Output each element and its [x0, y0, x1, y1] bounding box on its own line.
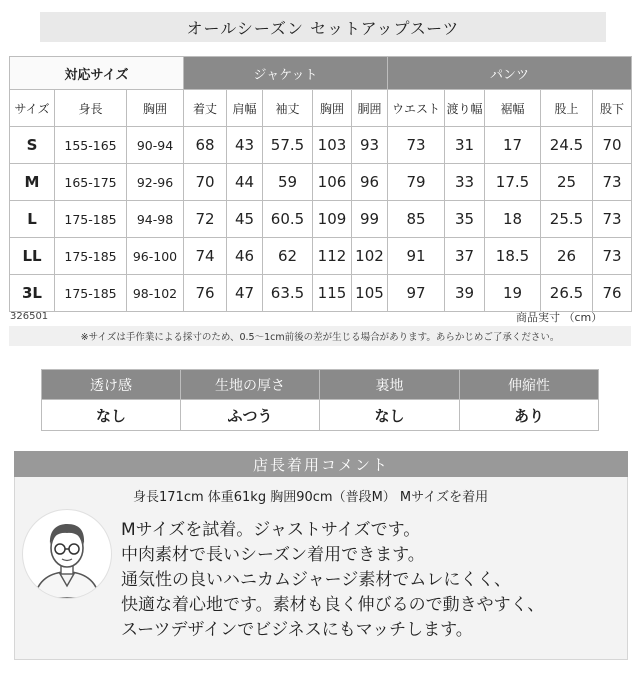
feel-header-thickness: 生地の厚さ [181, 370, 320, 400]
column-header: 股上 [541, 90, 593, 127]
table-cell: 60.5 [263, 201, 313, 238]
table-cell: 70 [184, 164, 227, 201]
table-cell: 45 [227, 201, 263, 238]
feel-header-stretch: 伸縮性 [460, 370, 599, 400]
table-cell: 105 [352, 275, 388, 312]
comment-line: スーツデザインでビジネスにもマッチします。 [121, 620, 473, 640]
column-header: 着丈 [184, 90, 227, 127]
table-cell: 91 [388, 238, 445, 275]
table-cell: 25 [541, 164, 593, 201]
table-cell: 76 [184, 275, 227, 312]
fabric-feel-table [41, 369, 599, 431]
table-cell: 96-100 [127, 238, 184, 275]
table-cell: 175-185 [55, 275, 127, 312]
size-label: S [10, 127, 55, 164]
table-cell: 18.5 [485, 238, 541, 275]
unit-note: 商品実寸 （cm） [516, 311, 603, 324]
table-cell: 63.5 [263, 275, 313, 312]
table-cell: 43 [227, 127, 263, 164]
table-cell: 39 [445, 275, 485, 312]
feel-value-thickness: ふつう [181, 400, 320, 431]
feel-header-lining: 裏地 [320, 370, 460, 400]
table-cell: 37 [445, 238, 485, 275]
table-cell: 73 [593, 201, 632, 238]
table-cell: 25.5 [541, 201, 593, 238]
product-code: 326501 [10, 311, 49, 322]
table-row [10, 238, 632, 275]
table-cell: 93 [352, 127, 388, 164]
page-title: オールシーズン セットアップスーツ [40, 12, 606, 42]
table-cell: 103 [313, 127, 352, 164]
table-cell: 175-185 [55, 201, 127, 238]
table-cell: 90-94 [127, 127, 184, 164]
table-cell: 17 [485, 127, 541, 164]
column-header: 裾幅 [485, 90, 541, 127]
table-cell: 24.5 [541, 127, 593, 164]
size-table [9, 56, 632, 312]
comment-heading: 店長着用コメント [14, 451, 628, 477]
table-cell: 70 [593, 127, 632, 164]
table-row [10, 164, 632, 201]
table-cell: 98-102 [127, 275, 184, 312]
column-header: サイズ [10, 90, 55, 127]
table-cell: 175-185 [55, 238, 127, 275]
column-header: 袖丈 [263, 90, 313, 127]
table-row [10, 201, 632, 238]
table-cell: 72 [184, 201, 227, 238]
table-cell: 26 [541, 238, 593, 275]
table-cell: 102 [352, 238, 388, 275]
table-cell: 19 [485, 275, 541, 312]
column-header: 胸囲 [313, 90, 352, 127]
column-header: 胸囲 [127, 90, 184, 127]
table-cell: 57.5 [263, 127, 313, 164]
table-cell: 97 [388, 275, 445, 312]
column-header: 渡り幅 [445, 90, 485, 127]
table-cell: 79 [388, 164, 445, 201]
column-header: 肩幅 [227, 90, 263, 127]
feel-value-sheer: なし [42, 400, 181, 431]
size-label: LL [10, 238, 55, 275]
table-cell: 59 [263, 164, 313, 201]
table-cell: 18 [485, 201, 541, 238]
column-header: 身長 [55, 90, 127, 127]
feel-value-lining: なし [320, 400, 460, 431]
table-cell: 92-96 [127, 164, 184, 201]
group-header-pants: パンツ [388, 57, 632, 90]
column-header: 股下 [593, 90, 632, 127]
table-cell: 76 [593, 275, 632, 312]
table-cell: 106 [313, 164, 352, 201]
group-header-sizes: 対応サイズ [10, 57, 184, 90]
table-cell: 112 [313, 238, 352, 275]
table-cell: 94-98 [127, 201, 184, 238]
feel-value-stretch: あり [460, 400, 599, 431]
size-label: 3L [10, 275, 55, 312]
table-cell: 115 [313, 275, 352, 312]
table-cell: 74 [184, 238, 227, 275]
table-cell: 26.5 [541, 275, 593, 312]
comment-body [121, 518, 544, 643]
comment-line: Mサイズを試着。ジャストサイズです。 [121, 520, 421, 540]
size-label: M [10, 164, 55, 201]
table-cell: 73 [593, 238, 632, 275]
table-cell: 35 [445, 201, 485, 238]
table-cell: 96 [352, 164, 388, 201]
table-cell: 85 [388, 201, 445, 238]
column-header: 胴囲 [352, 90, 388, 127]
table-row [10, 275, 632, 312]
table-cell: 44 [227, 164, 263, 201]
comment-line: 通気性の良いハニカムジャージ素材でムレにくく、 [121, 570, 511, 590]
staff-profile: 身長171cm 体重61kg 胸囲90cm（普段M） Mサイズを着用 [133, 490, 489, 505]
group-header-jacket: ジャケット [184, 57, 388, 90]
table-cell: 99 [352, 201, 388, 238]
size-label: L [10, 201, 55, 238]
table-row [10, 127, 632, 164]
table-cell: 47 [227, 275, 263, 312]
measurement-disclaimer: ※サイズは手作業による採寸のため、0.5～1cm前後の差が生じる場合があります。あらかじめご了承ください。 [9, 326, 631, 346]
comment-line: 中肉素材で長いシーズン着用できます。 [121, 545, 425, 565]
table-cell: 17.5 [485, 164, 541, 201]
comment-line: 快適な着心地です。素材も良く伸びるので動きやすく、 [121, 595, 545, 615]
table-cell: 68 [184, 127, 227, 164]
table-cell: 155-165 [55, 127, 127, 164]
table-cell: 31 [445, 127, 485, 164]
table-cell: 73 [593, 164, 632, 201]
table-cell: 109 [313, 201, 352, 238]
table-cell: 165-175 [55, 164, 127, 201]
table-cell: 46 [227, 238, 263, 275]
table-cell: 62 [263, 238, 313, 275]
table-cell: 33 [445, 164, 485, 201]
table-cell: 73 [388, 127, 445, 164]
person-with-glasses-icon [22, 509, 112, 599]
feel-header-sheer: 透け感 [42, 370, 181, 400]
column-header: ウエスト [388, 90, 445, 127]
